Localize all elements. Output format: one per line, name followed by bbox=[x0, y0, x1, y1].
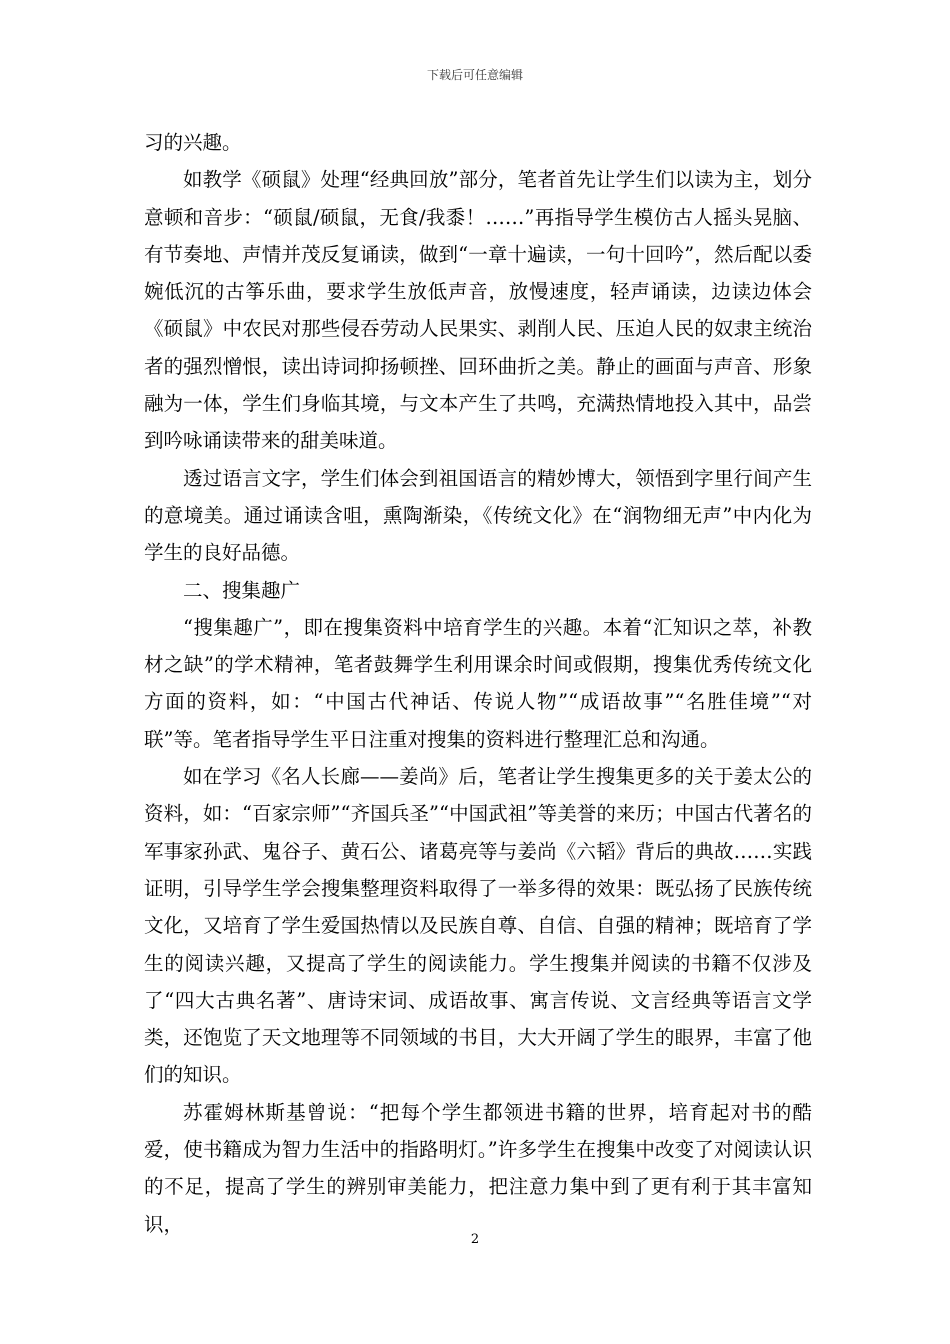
document-body bbox=[144, 124, 812, 1243]
page-header: 下载后可任意编辑 bbox=[426, 68, 523, 82]
page-number: 2 bbox=[470, 1232, 480, 1247]
paragraph: 如教学《硕鼠》处理“经典回放”部分，笔者首先让学生们以读为主，划分意顿和音步：“硕鼠/硕鼠，无食/我黍！……”再指导学生模仿古人摇头晃脑、有节奏地、声情并茂反复诵读，做到“一章十遍读，一句十回吟”，然后配以委婉低沉的古筝乐曲，要求学生放低声音，放慢速度，轻声诵读，边读边体会《硕鼠》中农民对那些侵吞劳动人民果实、剥削人民、压迫人民的奴隶主统治者的强烈憎恨，读出诗词抑扬顿挫、回环曲折之美。静止的画面与声音、形象融为一体，学生们身临其境，与文本产生了共鸣，充满热情地投入其中，品尝到吟咏诵读带来的甜美味道。 bbox=[144, 168, 812, 453]
section-heading: 二、搜集趣广 bbox=[183, 578, 301, 602]
paragraph: 透过语言文字，学生们体会到祖国语言的精妙博大，领悟到字里行间产生的意境美。通过诵读含咀，熏陶渐染，《传统文化》在“润物细无声”中内化为学生的良好品德。 bbox=[144, 466, 812, 565]
paragraph: “搜集趣广”，即在搜集资料中培育学生的兴趣。本着“汇知识之萃，补教材之缺”的学术精神，笔者鼓舞学生利用课余时间或假期，搜集优秀传统文化方面的资料，如：“中国古代神话、传说人物”“成语故事”“名胜佳境”“对联”等。笔者指导学生平日注重对搜集的资料进行整理汇总和沟通。 bbox=[144, 615, 812, 751]
paragraph: 如在学习《名人长廊——姜尚》后，笔者让学生搜集更多的关于姜太公的资料，如：“百家宗师”“齐国兵圣”“中国武祖”等美誉的来历；中国古代著名的军事家孙武、鬼谷子、黄石公、诸葛亮等与姜尚《六韬》背后的典故……实践证明，引导学生学会搜集整理资料取得了一举多得的效果：既弘扬了民族传统文化，又培育了学生爱国热情以及民族自尊、自信、自强的精神；既培育了学生的阅读兴趣，又提高了学生的阅读能力。学生搜集并阅读的书籍不仅涉及了“四大古典名著”、唐诗宋词、成语故事、寓言传说、文言经典等语言文学类，还饱览了天文地理等不同领域的书目，大大开阔了学生的眼界，丰富了他们的知识。 bbox=[144, 765, 812, 1087]
paragraph-continuation: 习的兴趣。 bbox=[144, 131, 242, 154]
paragraph: 苏霍姆林斯基曾说：“把每个学生都领进书籍的世界，培育起对书的酷爱，使书籍成为智力生活中的指路明灯。”许多学生在搜集中改变了对阅读认识的不足，提高了学生的辨别审美能力，把注意力集中到了更有利于其丰富知识， bbox=[144, 1100, 812, 1236]
